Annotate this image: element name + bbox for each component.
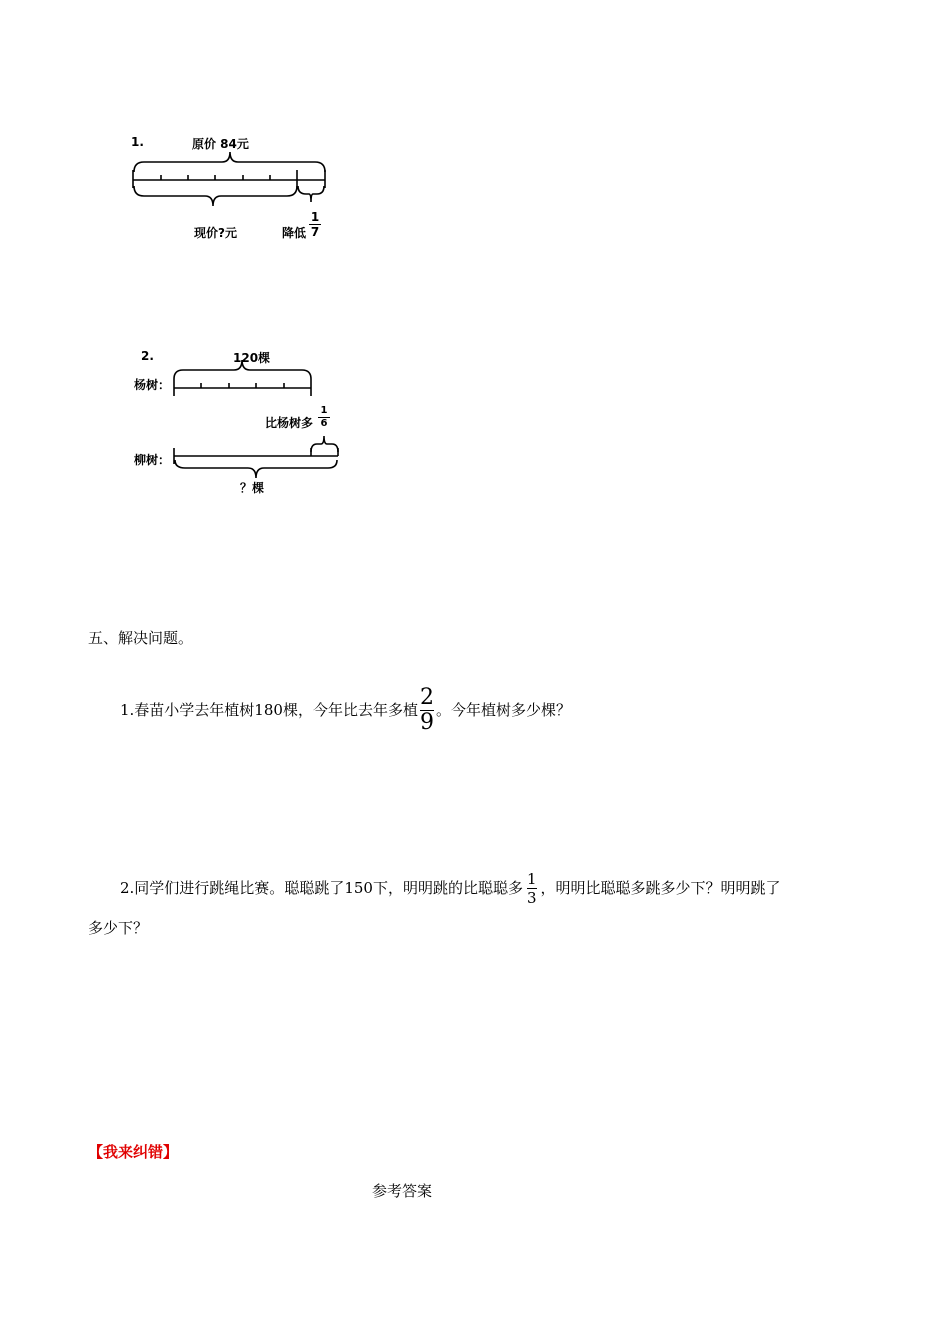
diagram-1-bottom-right-label: 降低 <box>282 226 307 240</box>
diagram-1-top-brace <box>134 152 325 172</box>
question-2-fraction <box>527 871 537 906</box>
question-1-fraction <box>419 684 434 735</box>
correction-heading: 【我来纠错】 <box>88 1143 179 1161</box>
diagram-1-fraction-denominator: 7 <box>310 225 320 239</box>
diagram-1-fraction-numerator: 1 <box>310 210 320 224</box>
question-1 <box>120 684 571 735</box>
diagram-2-number: 2. <box>141 349 154 363</box>
question-1-fraction-denominator: 9 <box>419 709 434 735</box>
diagram-2-extra-brace <box>311 436 338 452</box>
line-segment-diagrams <box>0 0 950 600</box>
section-title: 五、解决问题。 <box>88 629 194 647</box>
diagram-2-row1-label: 杨树： <box>134 378 171 392</box>
diagram-1-bottom-right-brace <box>298 186 324 202</box>
question-2-line-2: 多少下？ <box>88 919 149 937</box>
question-2-text-before: 2.同学们进行跳绳比赛。聪聪跳了150下，明明跳的比聪聪多 <box>120 879 523 897</box>
question-2-text-after: ，明明比聪聪多跳多少下？明明跳了 <box>540 879 781 897</box>
diagram-2-middle-label: 比杨树多 <box>265 416 314 430</box>
diagram-2-top-label: 120棵 <box>233 351 271 365</box>
diagram-2-fraction-denominator: 6 <box>320 418 328 429</box>
diagram-1-top-label: 原价 84元 <box>192 137 249 151</box>
question-1-text-after: 。今年植树多少棵？ <box>435 701 571 719</box>
diagram-2-fraction-numerator: 1 <box>320 405 328 416</box>
question-1-text-before: 1.春苗小学去年植树180棵，今年比去年多植 <box>120 701 418 719</box>
diagram-2-bottom-label: ？棵 <box>240 481 265 495</box>
diagram-2-row2-label: 柳树： <box>134 453 171 467</box>
question-2-fraction-denominator: 3 <box>526 888 537 907</box>
question-2-line-1 <box>120 870 781 906</box>
answer-heading: 参考答案 <box>372 1182 433 1200</box>
question-2-fraction-numerator: 1 <box>526 869 537 888</box>
question-1-fraction-numerator: 2 <box>419 684 434 710</box>
diagram-1-number: 1. <box>131 135 144 149</box>
diagram-2-bottom-brace <box>175 460 337 478</box>
diagram-1-bottom-left-label: 现价?元 <box>194 226 237 240</box>
diagram-2-top-brace <box>174 360 311 379</box>
diagram-1-bottom-left-brace <box>134 186 297 206</box>
